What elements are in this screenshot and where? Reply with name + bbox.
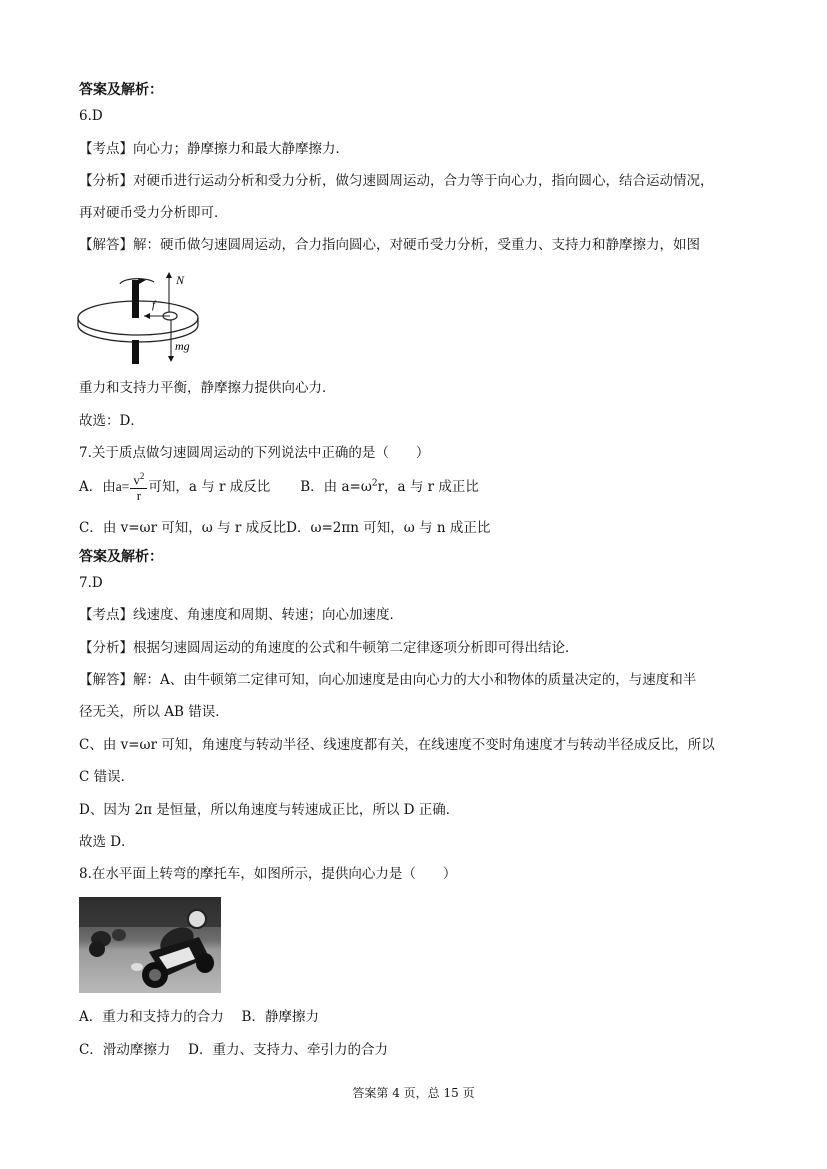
motorcycle-photo: [79, 897, 221, 993]
fenxi-line-cont: 再对硬币受力分析即可．: [79, 205, 228, 221]
fraction-denominator: r: [136, 487, 142, 503]
jieda-line-cont: 径无关，所以 AB 错误．: [79, 704, 229, 720]
choice-line: 故选：D．: [79, 413, 144, 429]
c-analysis-line-cont: C 错误．: [79, 769, 135, 785]
answer-section-header: 答案及解析：: [79, 82, 163, 98]
rotating-disk-figure: [76, 268, 206, 368]
question-8-options-cd: C．滑动摩擦力 D．重力、支持力、牵引力的合力: [79, 1042, 388, 1058]
question-8-stem: 8.在水平面上转弯的摩托车，如图所示，提供向心力是（ ）: [79, 866, 457, 882]
option-b-prefix: B．由 a=ω: [300, 478, 372, 495]
after-figure-line: 重力和支持力平衡，静摩擦力提供向心力．: [79, 380, 336, 396]
answer-section-header: 答案及解析：: [79, 549, 163, 565]
option-a-suffix: 可知，a 与 r 成反比: [148, 478, 271, 495]
option-a-fraction: [130, 472, 147, 503]
answer-line: 7.D: [79, 575, 103, 591]
option-b-exponent: 2: [371, 478, 378, 489]
question-8-options-ab: A．重力和支持力的合力 B．静摩擦力: [79, 1009, 319, 1025]
fenxi-line: 【分析】根据匀速圆周运动的角速度的公式和牛顿第二定律逐项分析即可得出结论．: [79, 640, 579, 656]
c-analysis-line: C、由 v=ωr 可知，角速度与转动半径、线速度都有关，在线速度不变时角速度才与转动半径成反比，所以: [79, 737, 715, 753]
gravity-label: mg: [175, 339, 190, 353]
question-7-options-cd: C．由 v=ωr 可知，ω 与 r 成反比D．ω=2πn 可知，ω 与 n 成正比: [79, 520, 491, 536]
fraction-numerator: v: [133, 472, 140, 488]
jieda-line: 【解答】解：硬币做匀速圆周运动，合力指向圆心，对硬币受力分析，受重力、支持力和静摩擦力，如图: [79, 237, 700, 253]
question-7-options-ab: [79, 472, 479, 503]
kaodian-line: 【考点】向心力；静摩擦力和最大静摩擦力．: [79, 141, 349, 157]
kaodian-line: 【考点】线速度、角速度和周期、转速；向心加速度．: [79, 607, 403, 623]
option-a-prefix: A．由: [79, 478, 116, 495]
fenxi-line: 【分析】对硬币进行运动分析和受力分析，做匀速圆周运动，合力等于向心力，指向圆心，结合运动情况，: [79, 173, 714, 189]
option-b-suffix: r，a 与 r 成正比: [377, 478, 479, 495]
page-footer: 答案第 4 页，总 15 页: [352, 1086, 475, 1100]
friction-label: f: [152, 299, 156, 311]
d-analysis-line: D、因为 2π 是恒量，所以角速度与转速成正比，所以 D 正确．: [79, 802, 460, 818]
answer-line: 6.D: [79, 108, 103, 124]
fraction-numerator-exponent: 2: [139, 471, 145, 481]
option-a-lhs: a=: [115, 478, 130, 494]
question-7-stem: 7.关于质点做匀速圆周运动的下列说法中正确的是（ ）: [79, 445, 430, 461]
normal-force-label: N: [176, 273, 185, 287]
jieda-line: 【解答】解：A、由牛顿第二定律可知，向心加速度是由向心力的大小和物体的质量决定的，与速度和半: [79, 672, 697, 688]
choice-line: 故选 D．: [79, 834, 135, 850]
